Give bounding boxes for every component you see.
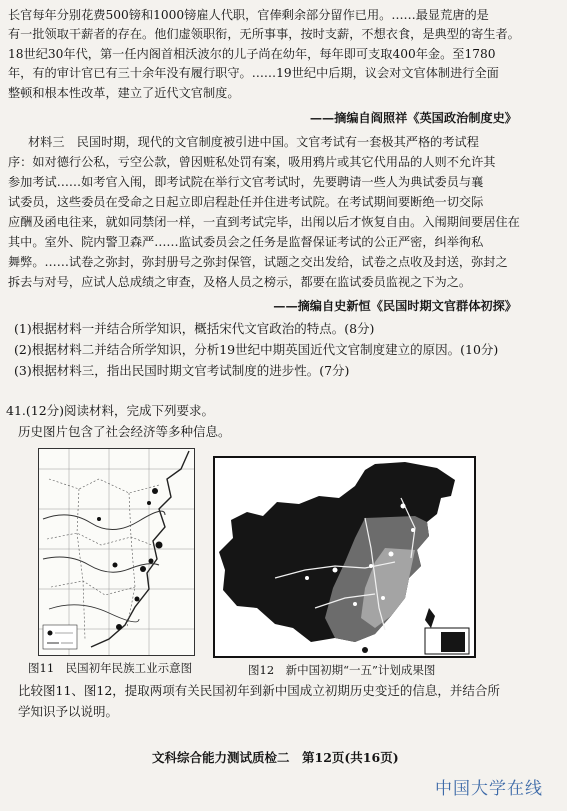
- question-1: (1)根据材料一并结合所学知识，概括宋代文官政治的特点。(8分): [14, 322, 375, 336]
- q41-header: 41.(12分)阅读材料，完成下列要求。: [6, 404, 215, 418]
- question-3: (3)根据材料三，指出民国时期文官考试制度的进步性。(7分): [14, 364, 350, 378]
- page-footer: 文科综合能力测试质检二 第12页(共16页): [152, 750, 399, 765]
- material2-line-2: 有一批领取干薪者的存在。他们虚领职衔，无所事事，按时支薪，不想衣食，是典型的寄生者。: [8, 27, 520, 41]
- material2-line-1: 长官每年分别花费500镑和1000镑雇人代职，官俸剩余部分留作已用。……最显荒唐的是: [8, 8, 489, 22]
- material3-line-1: 材料三 民国时期，现代的文官制度被引进中国。文官考试有一套极其严格的考试程: [28, 135, 479, 149]
- material3-line-5: 应酬及函电往来，就如同禁闭一样，一直到考试完毕，出闱以后才恢复自由。入闱期间要居住在: [8, 215, 520, 229]
- material2-source: ——摘编自阎照祥《英国政治制度史》: [309, 111, 517, 125]
- question-2: (2)根据材料二并结合所学知识，分析19世纪中期英国近代文官制度建立的原因。(10分): [14, 343, 499, 357]
- material3-line-4: 试委员，这些委员在受命之日起立即启程赴任并住进考试院。在考试期间要断绝一切交际: [8, 195, 484, 209]
- material3-source: ——摘编自史新恒《民国时期文官群体初探》: [273, 299, 517, 313]
- material3-line-3: 参加考试……如考官入闱，即考试院在举行文官考试时，先要聘请一些人为典试委员与襄: [8, 175, 484, 189]
- figure-12-map-drawing: [215, 458, 474, 656]
- figure-11-map-drawing: [39, 449, 194, 655]
- material2-line-3: 18世纪30年代，第一任内阁首相沃波尔的儿子尚在幼年，每年即可支取400年金。至1780: [8, 47, 496, 61]
- material3-line-8: 拆去与对号，应试人总成绩之审查，及格人员之榜示，都要在监试委员监视之下为之。: [8, 275, 472, 289]
- watermark-text: 中国大学在线: [435, 779, 543, 799]
- material2-line-5: 整顿和根本性改革，建立了近代文官制度。: [8, 86, 240, 100]
- material2-line-4: 年，有的审计官已有三十余年没有履行职守。……19世纪中后期，议会对文官体制进行全面: [8, 66, 499, 80]
- material3-line-7: 舞弊。……试卷之弥封，弥封册号之弥封保管，试题之交出发给，试卷之点收及封送，弥封之: [8, 255, 508, 269]
- figure-12-map: [213, 456, 476, 658]
- q41-intro: 历史图片包含了社会经济等多种信息。: [18, 425, 231, 439]
- material3-line-2: 序：如对德行公私，亏空公款，曾因赃私处罚有案，吸用鸦片或其它代用品的人则不允许其: [8, 155, 496, 169]
- q41-prompt-line-2: 学知识予以说明。: [18, 705, 119, 719]
- figure-11-caption: 图11 民国初年民族工业示意图: [28, 661, 193, 675]
- material3-line-6: 其中。室外、院内警卫森严……监试委员会之任务是监督保证考试的公正严密，纠举徇私: [8, 235, 484, 249]
- figure-12-caption: 图12 新中国初期“一五”计划成果图: [248, 663, 436, 677]
- q41-prompt-line-1: 比较图11、图12，提取两项有关民国初年到新中国成立初期历史变迁的信息，并结合所: [18, 684, 500, 698]
- figure-11-map: [38, 448, 195, 656]
